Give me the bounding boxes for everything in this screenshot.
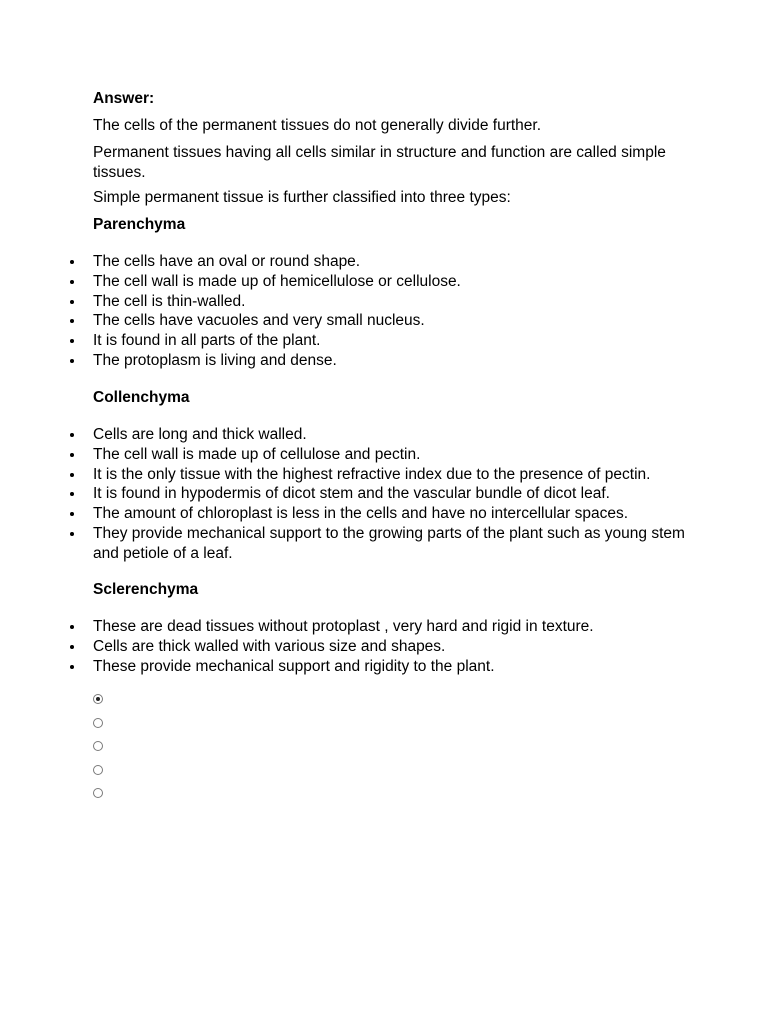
radio-option-5[interactable] [93,788,103,798]
list-item: These provide mechanical support and rigidity to the plant. [93,657,693,677]
answer-label: Answer: [93,90,155,107]
list-item: It is the only tissue with the highest refractive index due to the presence of pectin. [93,465,693,485]
list-item: They provide mechanical support to the growing parts of the plant such as young stem and petiole of a leaf. [93,524,693,564]
list-item: Cells are long and thick walled. [93,425,693,445]
radio-option-2[interactable] [93,718,103,728]
list-item: The cell wall is made up of hemicellulose or cellulose. [93,272,693,292]
collenchyma-list [93,425,693,564]
rating-radio-group [93,694,103,812]
parenchyma-list [93,252,693,371]
list-item: The amount of chloroplast is less in the cells and have no intercellular spaces. [93,504,693,524]
intro-paragraph-2: Permanent tissues having all cells similar in structure and function are called simple tissues. [93,144,666,181]
section-heading-parenchyma: Parenchyma [93,216,186,233]
list-item: The protoplasm is living and dense. [93,351,693,371]
list-item: The cells have an oval or round shape. [93,252,693,272]
list-item: It is found in hypodermis of dicot stem and the vascular bundle of dicot leaf. [93,484,693,504]
intro-paragraph-3: Simple permanent tissue is further classified into three types: [93,189,511,206]
radio-option-1[interactable] [93,694,103,704]
radio-option-4[interactable] [93,765,103,775]
sclerenchyma-list [93,617,693,676]
list-item: These are dead tissues without protoplast , very hard and rigid in texture. [93,617,693,637]
list-item: The cells have vacuoles and very small nucleus. [93,311,693,331]
radio-option-3[interactable] [93,741,103,751]
list-item: Cells are thick walled with various size and shapes. [93,637,693,657]
list-item: It is found in all parts of the plant. [93,331,693,351]
list-item: The cell wall is made up of cellulose and pectin. [93,445,693,465]
section-heading-collenchyma: Collenchyma [93,389,190,406]
intro-paragraph-1: The cells of the permanent tissues do not generally divide further. [93,117,542,134]
list-item: The cell is thin-walled. [93,292,693,312]
section-heading-sclerenchyma: Sclerenchyma [93,581,199,598]
